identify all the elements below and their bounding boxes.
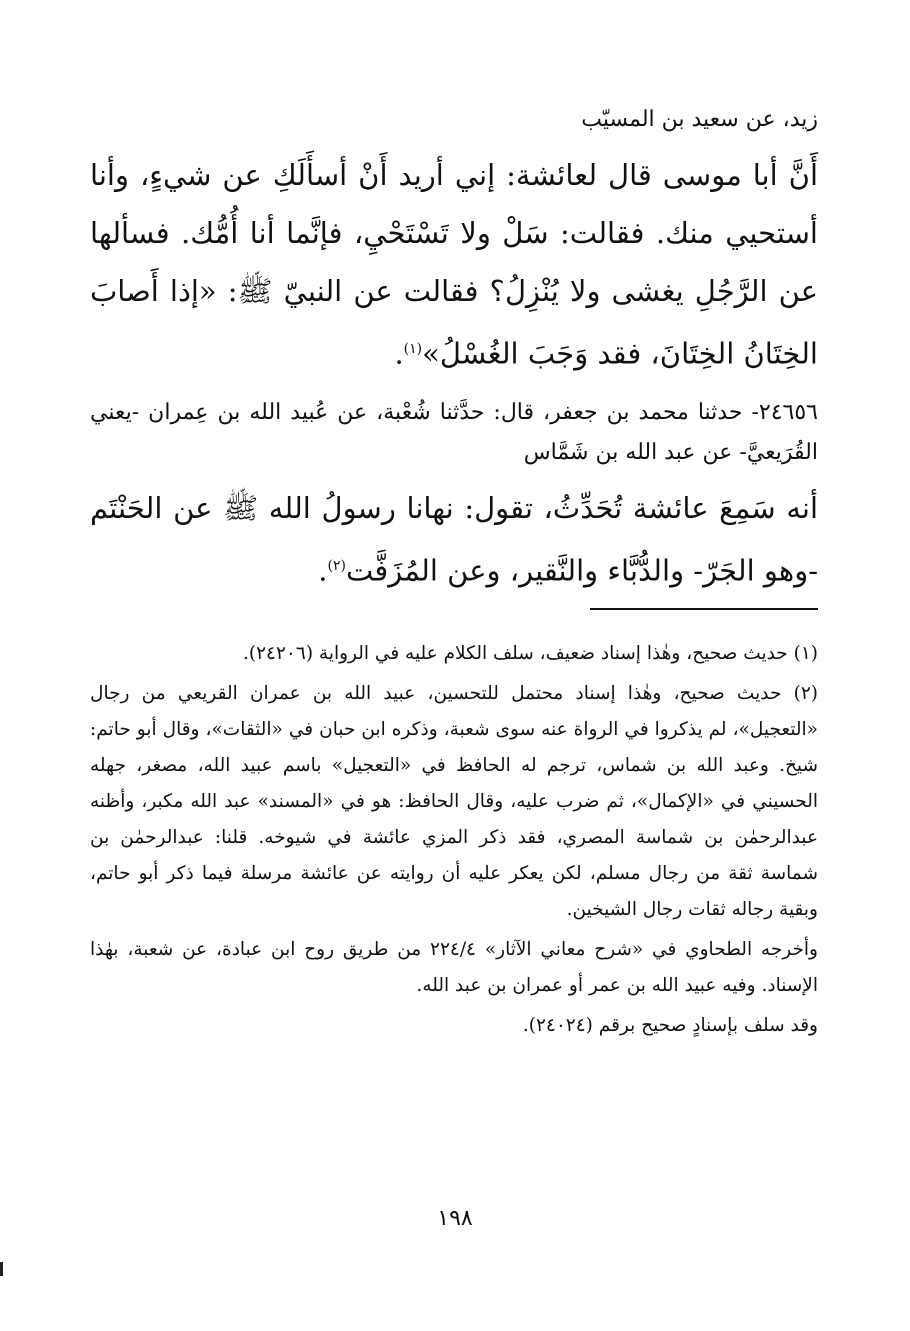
footnotes-section <box>90 636 818 1048</box>
scan-edge-mark <box>0 1262 3 1276</box>
footnote-ref-2[interactable]: (٢) <box>327 557 346 574</box>
isnad-24656-line-1: ٢٤٦٥٦- حدثنا محمد بن جعفر، قال: حدَّثنا شُعْبة، عن عُبيد الله بن <box>217 399 818 425</box>
matn-24655-end: . <box>394 336 404 371</box>
matn-24656-end: . <box>318 553 328 588</box>
footnote-ref-1[interactable]: (١) <box>403 341 423 357</box>
footnote-2-cross-ref: وقد سلف بإسنادٍ صحيح برقم (٢٤٠٢٤). <box>522 1015 818 1036</box>
matn-24655-line-3: عن الرَّجُلِ يغشى ولا يُنْزِلُ؟ فقالت عن النبيّ ﷺ: «إذا أَصابَ <box>90 274 818 308</box>
matn-24655-line-4: الخِتَانُ الخِتَانَ، فقد وَجَبَ الغُسْلُ» <box>422 336 818 371</box>
footnote-2-takhrij: وأخرجه الطحاوي في «شرح معاني الآثار» ٢٢٤/٤ من طريق روح ابن عبادة، عن شعبة، بهٰذا الإسناد. وفيه عبيد الله بن عمر أو عمران بن عبد الله. <box>90 939 818 996</box>
footnote-1: (١) حديث صحيح، وهٰذا إسناد ضعيف، سلف الكلام عليه في الرواية (٢٤٢٠٦). <box>243 643 818 664</box>
matn-24655-line-1: أَنَّ أبا موسى قال لعائشة: إني أريد أَنْ أسأَلَكِ عن شيءٍ، وأنا <box>90 158 818 192</box>
page-number: ١٩٨ <box>437 1206 473 1231</box>
matn-24656-line-1: أنه سَمِعَ عائشة تُحَدِّثُ، تقول: نهانا رسولُ الله ﷺ عن <box>173 490 818 525</box>
footnote-divider <box>590 608 818 610</box>
isnad-24656 <box>90 393 818 473</box>
isnad-24656-line-2: عِمران -يعني القُرَيعيَّ- عن عبد الله بن شَمَّاس <box>90 399 818 465</box>
isnad-24655-tail: زيد، عن سعيد بن المسيّب <box>581 107 818 132</box>
matn-24655 <box>90 146 818 383</box>
footnote-2: (٢) حديث صحيح، وهٰذا إسناد محتمل للتحسين، عبيد الله بن عمران القريعي من رجال «التعجيل»، لم يذكروا في الرواة عنه سوى شعبة، وذكره ابن حبان في «الثقات»، وقال أبو حاتم: شيخ. وعبد الله بن شماس، ترجم له الحافظ في «التعجيل» باسم عبيد الله، مصغر، جهله الحسيني في «الإكمال»، ثم ضرب عليه، وقال الحافظ: هو في «المسند» عبد الله مكبر، وأظنه عبدالرحمٰن بن شماسة المصري، فقد ذكر المزي عائشة في شيوخه. قلنا: عبدالرحمٰن بن شماسة ثقة من رجال مسلم، لكن يعكر عليه أن روايته عن عائشة مرسلة فيما ذكر أبو حاتم، وبقية رجاله ثقات رجال الشيخين. <box>90 683 818 920</box>
matn-24656 <box>90 479 818 600</box>
matn-24655-line-2: أستحيي منك. فقالت: سَلْ ولا تَسْتَحْيِ، فإنَّما أنا أُمُّك. فسألها <box>90 216 818 250</box>
matn-24656-line-2: الحَنْتَم -وهو الجَرّ- والدُّبَّاء والنَّقير، وعن المُزَفَّت <box>90 490 818 588</box>
main-text <box>90 100 818 609</box>
